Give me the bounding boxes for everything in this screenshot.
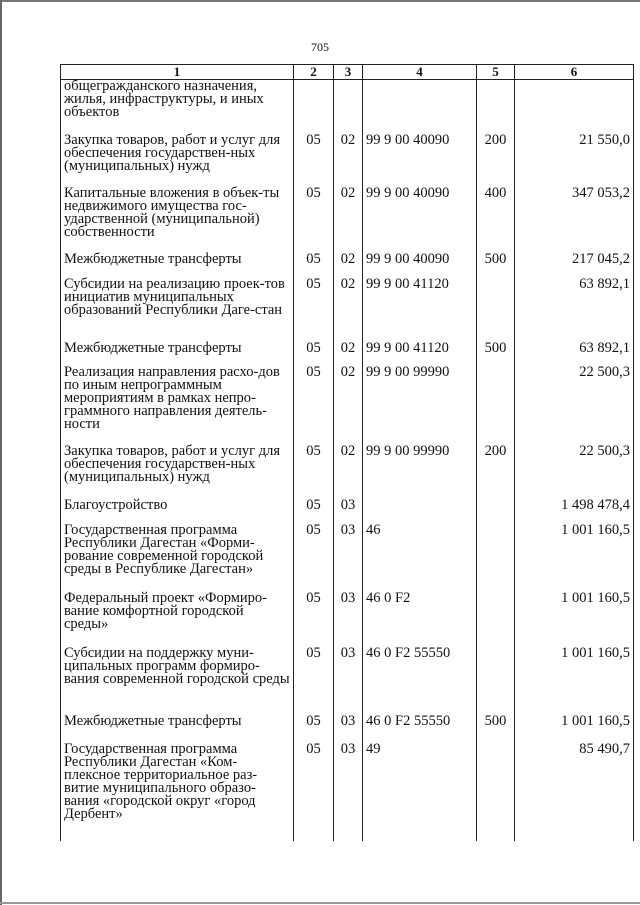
row-target-article: 99 9 00 40090	[363, 253, 477, 278]
row-subsection: 03	[334, 743, 363, 841]
row-target-article	[363, 499, 477, 524]
table-row	[61, 366, 634, 445]
row-amount: 1 001 160,5	[515, 715, 634, 743]
row-name: Благоустройство	[61, 499, 294, 524]
row-amount: 1 001 160,5	[515, 647, 634, 715]
row-section: 05	[294, 278, 334, 342]
row-target-article: 49	[363, 743, 477, 841]
column-header-6: 6	[515, 65, 634, 80]
column-header-1: 1	[61, 65, 294, 80]
row-target-article: 99 9 00 40090	[363, 134, 477, 187]
row-subsection: 03	[334, 524, 363, 592]
row-target-article: 99 9 00 99990	[363, 366, 477, 445]
row-subsection: 02	[334, 366, 363, 445]
row-expense-type: 200	[477, 445, 515, 499]
table-row	[61, 715, 634, 743]
row-amount: 21 550,0	[515, 134, 634, 187]
row-name: Закупка товаров, работ и услуг для обеспечения государствен-ных (муниципальных) нужд	[61, 134, 294, 187]
row-subsection: 03	[334, 647, 363, 715]
row-section: 05	[294, 524, 334, 592]
table-row	[61, 499, 634, 524]
column-header-5: 5	[477, 65, 515, 80]
row-target-article: 99 9 00 99990	[363, 445, 477, 499]
budget-table	[60, 64, 634, 841]
row-section: 05	[294, 445, 334, 499]
row-subsection: 02	[334, 342, 363, 366]
row-target-article: 99 9 00 41120	[363, 342, 477, 366]
row-target-article: 46	[363, 524, 477, 592]
row-target-article: 99 9 00 41120	[363, 278, 477, 342]
table-row	[61, 278, 634, 342]
table-row	[61, 342, 634, 366]
page-number: 705	[311, 40, 329, 54]
row-name: Субсидии на поддержку муни-ципальных программ формиро-вания современной городской среды	[61, 647, 294, 715]
table-row	[61, 253, 634, 278]
row-section: 05	[294, 743, 334, 841]
row-amount: 347 053,2	[515, 187, 634, 253]
row-target-article: 99 9 00 40090	[363, 187, 477, 253]
row-expense-type: 500	[477, 715, 515, 743]
table-row	[61, 445, 634, 499]
row-subsection: 02	[334, 134, 363, 187]
row-expense-type	[477, 278, 515, 342]
row-subsection: 03	[334, 499, 363, 524]
row-subsection: 02	[334, 445, 363, 499]
scan-edge-top	[0, 0, 640, 2]
row-amount: 63 892,1	[515, 278, 634, 342]
row-section: 05	[294, 187, 334, 253]
scan-edge-left	[0, 0, 2, 905]
row-expense-type	[477, 524, 515, 592]
table-row	[61, 187, 634, 253]
row-subsection: 02	[334, 187, 363, 253]
table-row	[61, 647, 634, 715]
row-section: 05	[294, 499, 334, 524]
table-row	[61, 134, 634, 187]
row-section: 05	[294, 134, 334, 187]
row-name: Межбюджетные трансферты	[61, 253, 294, 278]
row-amount: 22 500,3	[515, 366, 634, 445]
row-expense-type	[477, 743, 515, 841]
row-amount: 1 498 478,4	[515, 499, 634, 524]
row-target-article	[363, 80, 477, 134]
row-expense-type	[477, 592, 515, 647]
row-target-article: 46 0 F2 55550	[363, 715, 477, 743]
row-subsection: 03	[334, 592, 363, 647]
row-subsection	[334, 80, 363, 134]
row-target-article: 46 0 F2	[363, 592, 477, 647]
column-header-3: 3	[334, 65, 363, 80]
row-section: 05	[294, 342, 334, 366]
row-name: Государственная программа Республики Дагестан «Форми-рование современной городской среды в Республике Дагестан»	[61, 524, 294, 592]
row-section	[294, 80, 334, 134]
column-header-4: 4	[363, 65, 477, 80]
table-row	[61, 524, 634, 592]
row-name: Государственная программа Республики Дагестан «Ком-плексное территориальное раз-витие муниципального образо-вания «городской округ «город Дербент»	[61, 743, 294, 841]
row-name: Межбюджетные трансферты	[61, 715, 294, 743]
row-name: общегражданского назначения, жилья, инфраструктуры, и иных объектов	[61, 80, 294, 134]
row-subsection: 02	[334, 278, 363, 342]
row-amount: 22 500,3	[515, 445, 634, 499]
row-amount: 217 045,2	[515, 253, 634, 278]
row-section: 05	[294, 253, 334, 278]
row-expense-type	[477, 366, 515, 445]
table-row	[61, 743, 634, 841]
row-expense-type: 200	[477, 134, 515, 187]
row-expense-type	[477, 80, 515, 134]
row-expense-type: 400	[477, 187, 515, 253]
row-expense-type: 500	[477, 253, 515, 278]
row-amount	[515, 80, 634, 134]
row-name: Субсидии на реализацию проек-тов инициатив муниципальных образований Республики Даге-стан	[61, 278, 294, 342]
row-section: 05	[294, 366, 334, 445]
row-section: 05	[294, 592, 334, 647]
row-name: Капитальные вложения в объек-ты недвижимого имущества гос-ударственной (муниципальной) собственности	[61, 187, 294, 253]
row-subsection: 02	[334, 253, 363, 278]
row-subsection: 03	[334, 715, 363, 743]
row-expense-type	[477, 499, 515, 524]
table-row	[61, 592, 634, 647]
table-row	[61, 80, 634, 134]
row-amount: 1 001 160,5	[515, 592, 634, 647]
scan-edge-bottom	[0, 902, 640, 904]
row-section: 05	[294, 647, 334, 715]
column-header-2: 2	[294, 65, 334, 80]
row-name: Реализация направления расхо-дов по иным непрограммным мероприятиям в рамках непро-граммного направления деятель-ности	[61, 366, 294, 445]
row-section: 05	[294, 715, 334, 743]
row-name: Федеральный проект «Формиро-вание комфортной городской среды»	[61, 592, 294, 647]
row-name: Межбюджетные трансферты	[61, 342, 294, 366]
row-name: Закупка товаров, работ и услуг для обеспечения государствен-ных (муниципальных) нужд	[61, 445, 294, 499]
row-amount: 63 892,1	[515, 342, 634, 366]
row-target-article: 46 0 F2 55550	[363, 647, 477, 715]
row-amount: 85 490,7	[515, 743, 634, 841]
row-expense-type	[477, 647, 515, 715]
row-amount: 1 001 160,5	[515, 524, 634, 592]
row-expense-type: 500	[477, 342, 515, 366]
